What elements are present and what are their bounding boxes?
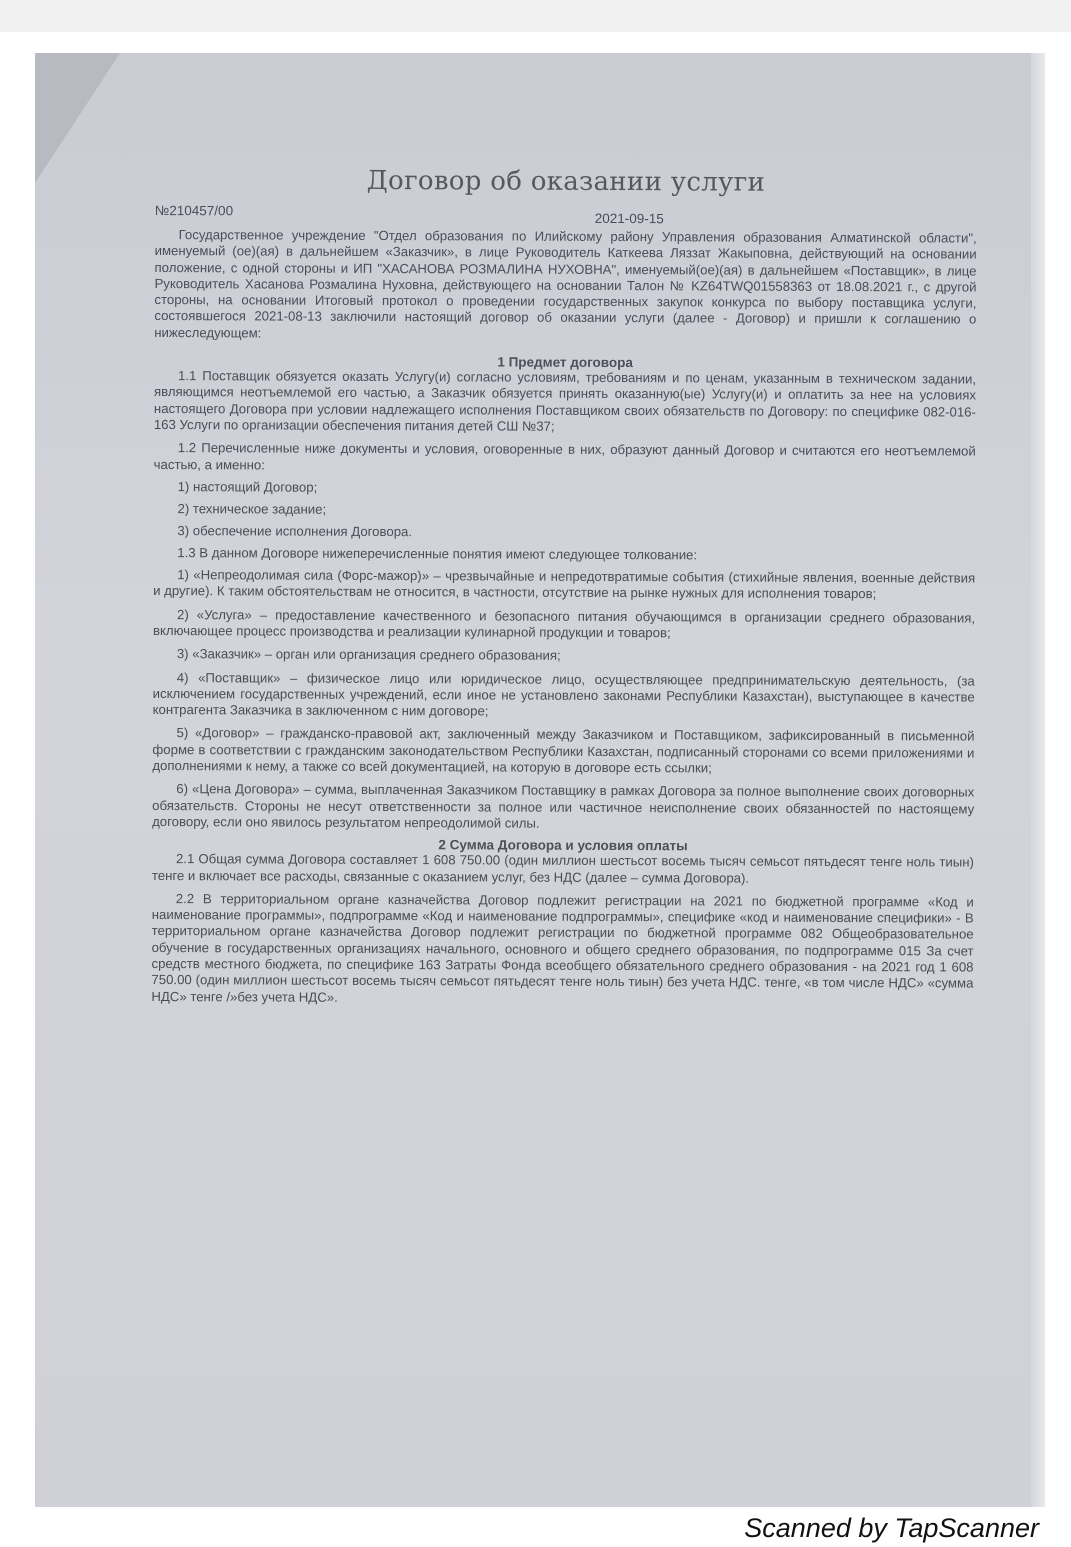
section-1-heading: 1 Предмет договора bbox=[497, 354, 633, 371]
definition-item: 2) «Услуга» – предоставление качественного и безопасного питания обучающимся в организации среднего образования, включающее процесс производства и реализации кулинарной продукции и товаров; bbox=[152, 606, 976, 641]
definition-item: 6) «Цена Договора» – сумма, выплаченная Заказчиком Поставщику в рамках Договора за полное выполнение своих договорных обязательств. Стороны не несут ответственности за полное или частичное неисполнение своих обязанностей по настоящему договору, если оно явилось результатом непреодолимой силы. bbox=[152, 781, 975, 831]
list-item: 2) техническое задание; bbox=[177, 501, 327, 517]
document-photo bbox=[35, 53, 1045, 1507]
clause-1-1: 1.1 Поставщик обязуется оказать Услугу(и) согласно условиям, требованиям и по ценам, указанным в техническом задании, являющимся неотъемлемой его частью, а Заказчик обязуется принять оказанную(ые) Услугу(и) и оплатить за нее на условиях настоящего Договора при условии надлежащего исполнения Поставщиком своих обязательств по Договору: по специфике 082-016-163 Услуги по организации обеспечения питания детей СШ №37; bbox=[153, 368, 977, 434]
definition-item: 1) «Непреодолимая сила (Форс-мажор)» – чрезвычайные и непредотвратимые события (стихийные явления, военные действия и другие). К таким обстоятельствам не относится, в частности, отсутствие на рынке нужных для исполнения товаров; bbox=[153, 567, 976, 602]
document-body bbox=[151, 165, 977, 1008]
document-sheet bbox=[35, 53, 1045, 1507]
preamble: Государственное учреждение "Отдел образования по Илийскому району Управления образования Алматинской области", именуемый (ое)(ая) в дальнейшем «Заказчик», в лице Руководитель Каткеева Ляззат Жакыповна, действующий на основании положение, с одной стороны и ИП "ХАСАНОВА РОЗМАЛИНА НУХОВНА", именуемый(ое)(ая) в дальнейшем «Поставщик», в лице Руководитель Хасанова Розмалина Нуховна, действующего на основании Талон № KZ64TWQ01558363 от 18.08.2021 г., с другой стороны, на основании Итоговый протокол о проведении государственных закупок конкурса по выбору поставщика услуги, состоявшегося 2021-08-13 заключили настоящий договор об оказании услуги (далее - Договор) и пришли к соглашению о нижеследующем: bbox=[154, 227, 977, 341]
document-meta bbox=[155, 203, 977, 231]
section-2-heading: 2 Сумма Договора и условия оплаты bbox=[438, 837, 688, 854]
definition-item: 5) «Договор» – гражданско-правовой акт, заключенный между Заказчиком и Поставщиком, зафиксированный в письменной форме в соответствии с гражданским законодательством Республики Казахстан, подписанный сторонами со всеми приложениями и дополнениями к нему, а также со всей документацией, на которую в договоре есть ссылки; bbox=[152, 725, 975, 776]
clause-1-3: 1.3 В данном Договоре нижеперечисленные понятия имеют следующее толкование: bbox=[177, 544, 698, 563]
clause-1-2: 1.2 Перечисленные ниже документы и условия, оговоренные в них, образуют данный Договор и считаются его неотъемлемой частью, а именно: bbox=[153, 440, 976, 473]
list-item: 1) настоящий Договор; bbox=[177, 478, 318, 495]
contract-number: №210457/00 bbox=[154, 202, 234, 219]
definition-item: 3) «Заказчик» – орган или организация среднего образования; bbox=[176, 646, 561, 664]
document-title: Договор об оказании услуги bbox=[366, 165, 766, 198]
clause-2-1: 2.1 Общая сумма Договора составляет 1 608 750.00 (один миллион шестьсот восемь тысяч семьсот пятьдесят тенге ноль тиын) тенге и включает все расходы, связанные с оказанием услуг, без НДС (далее – сумма Договора). bbox=[151, 851, 974, 886]
list-item: 3) обеспечение исполнения Договора. bbox=[177, 523, 413, 540]
top-bar bbox=[0, 0, 1071, 32]
definition-item: 4) «Поставщик» – физическое лицо или юридическое лицо, осуществляющее предпринимательскую деятельность, (за исключением государственных учреждений, если иное не установлено законами Республики Казахстан), выступающее в качестве контрагента Заказчика в заключенном с ним договоре; bbox=[152, 669, 975, 719]
scanner-watermark: Scanned by TapScanner bbox=[744, 1513, 1039, 1543]
clause-2-2: 2.2 В территориальном органе казначейства Договор подлежит регистрации на 2021 по бюджетной программе «Код и наименование программы», подпрограмме «Код и наименование подпрограммы», специфике «код и наименование специфики» - В территориальном органе казначейства Договор подлежит регистрации по бюджетной программе 082 Общеобразовательное обучение в государственных организациях начального, основного и общего среднего образования, по подпрограмме 015 За счет средств местного бюджета, по специфике 163 Затраты Фонда всеобщего обязательного среднего образования - на 2021 год 1 608 750.00 (один миллион шестьсот восемь тысяч семьсот пятьдесят тенге ноль тиын) без учета НДС. тенге, «в том числе НДС» «сумма НДС» тенге /»без учета НДС». bbox=[151, 890, 974, 1005]
contract-date: 2021-09-15 bbox=[594, 210, 664, 227]
